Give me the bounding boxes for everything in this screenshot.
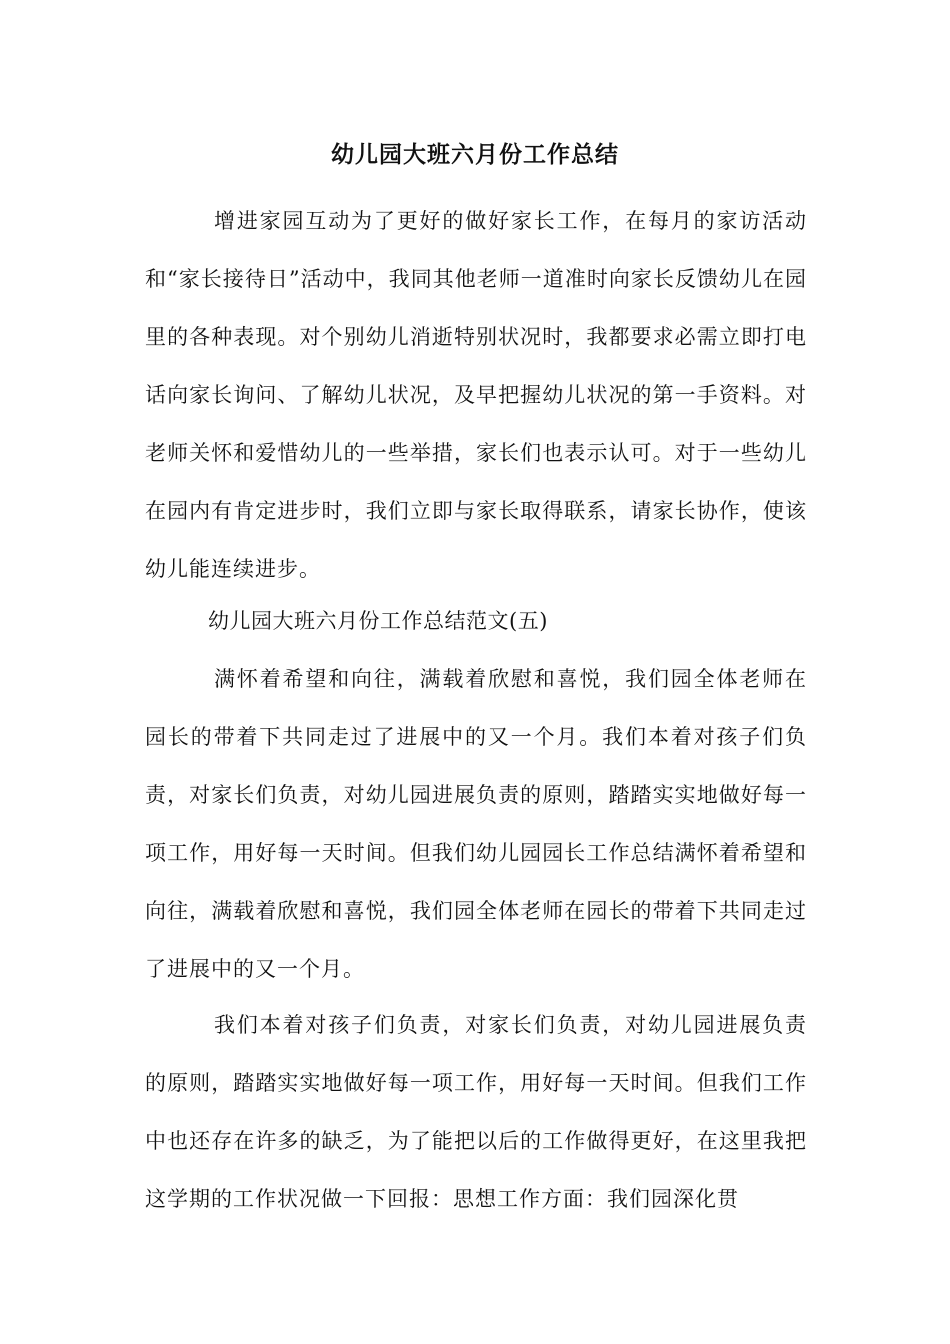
document-title: 幼儿园大班六月份工作总结 (331, 141, 619, 168)
paragraph-work-report: 我们本着对孩子们负责，对家长们负责，对幼儿园进展负责的原则，踏踏实实地做好每一项工作，用好每一天时间。但我们工作中也还存在许多的缺乏，为了能把以后的工作做得更好，在这里我把这学期的工作状况做一下回报：思想工作方面：我们园深化贯 (145, 1013, 807, 1211)
paragraph-home-school-interaction: 增进家园互动为了更好的做好家长工作，在每月的家访活动和“家长接待日”活动中，我同其他老师一道准时向家长反馈幼儿在园里的各种表现。对个别幼儿消逝特别状况时，我都要求必需立即打电话向家长询问、了解幼儿状况，及早把握幼儿状况的第一手资料。对老师关怀和爱惜幼儿的一些举措，家长们也表示认可。对于一些幼儿在园内有肯定进步时，我们立即与家长取得联系，请家长协作，使该幼儿能连续进步。 (145, 209, 807, 581)
section-subheading: 幼儿园大班六月份工作总结范文(五) (208, 609, 548, 633)
paragraph-monthly-summary: 满怀着希望和向往，满载着欣慰和喜悦，我们园全体老师在园长的带着下共同走过了进展中的又一个月。我们本着对孩子们负责，对家长们负责，对幼儿园进展负责的原则，踏踏实实地做好每一项工作，用好每一天时间。但我们幼儿园园长工作总结满怀着希望和向往，满载着欣慰和喜悦，我们园全体老师在园长的带着下共同走过了进展中的又一个月。 (145, 667, 807, 981)
